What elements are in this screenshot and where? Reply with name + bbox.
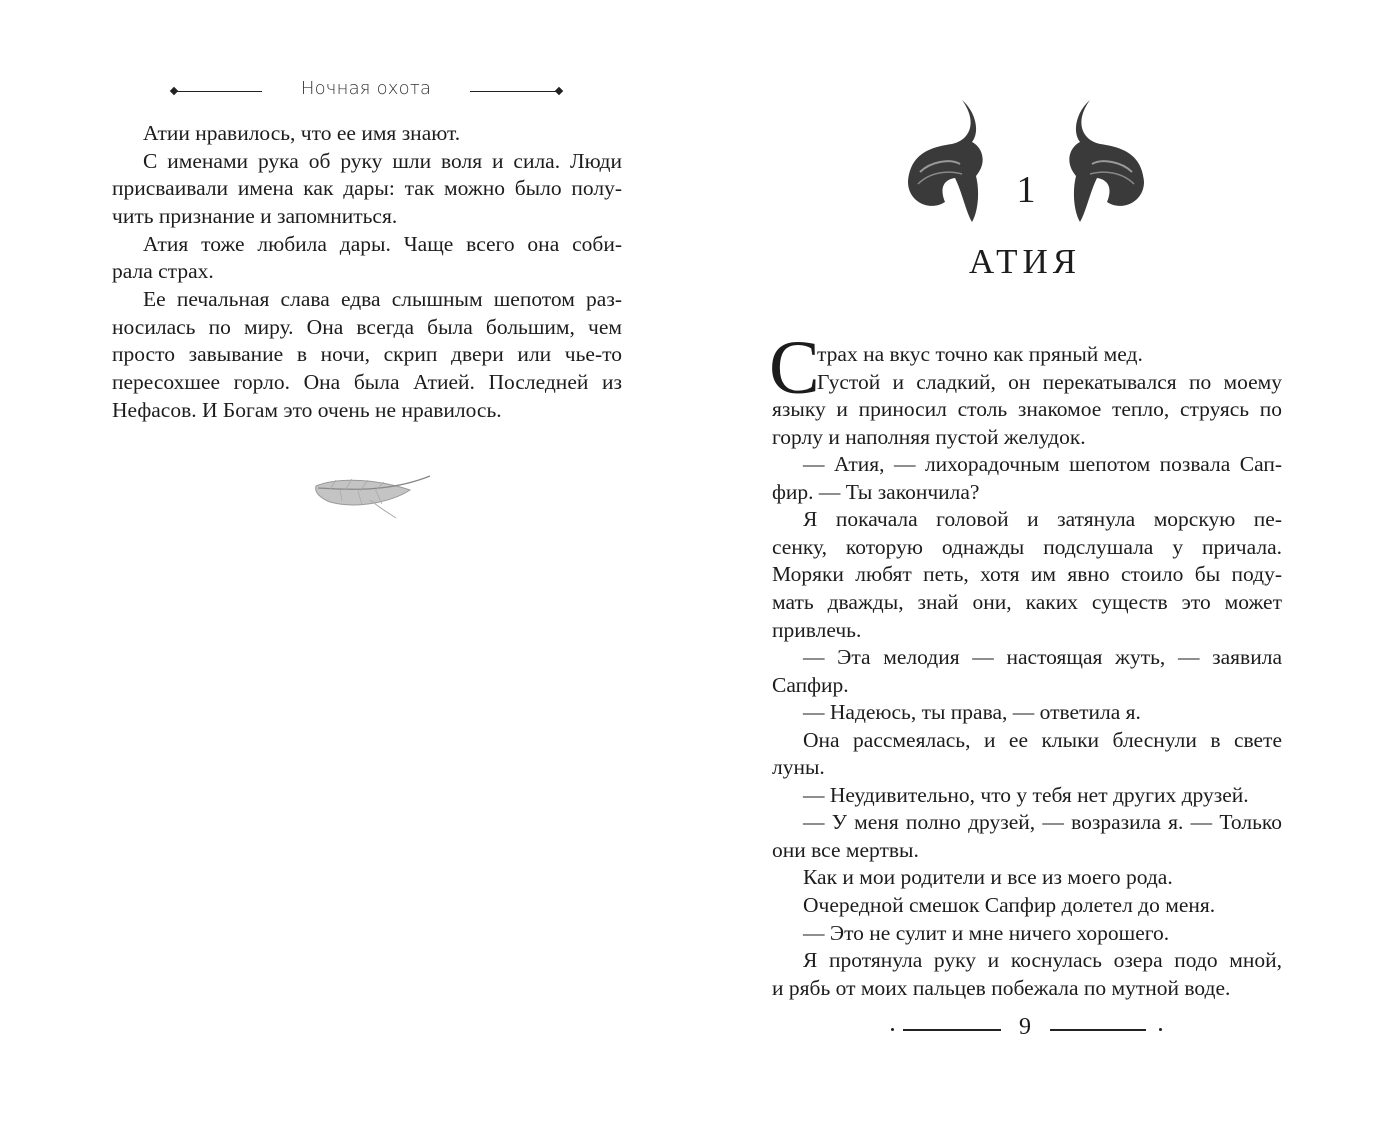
page-number: 9 — [1019, 1014, 1031, 1040]
text-line: Она рассмеялась, и ее клыки блеснули в свете — [803, 727, 1282, 752]
text-line: Ее печальная слава едва слышным шепотом раз- — [143, 286, 622, 311]
text-line: Атия тоже любила дары. Чаще всего она соби- — [143, 231, 622, 256]
text-line: привлечь. — [772, 617, 862, 642]
header-rule-right — [470, 91, 558, 92]
text-line: — Это не сулит и мне ничего хорошего. — [803, 920, 1170, 945]
running-header-title: Ночная охота — [300, 78, 432, 99]
footer-rule-left — [903, 1029, 1001, 1031]
text-line: Атии нравилось, что ее имя знают. — [143, 121, 461, 145]
horned-creature-icon — [900, 92, 1000, 232]
text-line: трах на вкус точно как пряный мед. — [817, 342, 1143, 366]
text-line: рала страх. — [112, 259, 214, 284]
text-line: фир. — Ты закончила? — [772, 479, 980, 504]
text-line: присваивали имена как дары: так можно было полу- — [112, 176, 622, 201]
text-line: сенку, которую однажды подслушала у причала. — [772, 534, 1282, 559]
text-line: Я протянула руку и коснулась озера подо мной, — [803, 948, 1282, 973]
header-ornament-right — [555, 87, 563, 95]
text-line: Густой и сладкий, он перекатывался по моему — [817, 369, 1282, 394]
text-line: Очередной смешок Сапфир долетел до меня. — [803, 893, 1216, 917]
chapter-title: АТИЯ — [968, 242, 1082, 281]
header-rule-left — [176, 91, 262, 92]
text-line: мать дважды, знай они, каких существ это может — [772, 589, 1282, 614]
text-line: просто завывание в ночи, скрип двери или чье-то — [112, 342, 622, 367]
chapter-number: 1 — [1016, 169, 1036, 211]
horned-creature-icon — [1052, 92, 1152, 232]
text-line: Моряки любят петь, хотя им явно стоило бы поду- — [772, 562, 1282, 587]
text-line: С именами рука об руку шли воля и сила. Люди — [143, 148, 622, 173]
footer-rule-right — [1050, 1029, 1146, 1031]
text-line: луны. — [772, 755, 825, 780]
text-line: они все мертвы. — [772, 837, 919, 862]
text-line: носилась по миру. Она всегда была большим, чем — [112, 314, 622, 339]
text-line: Сапфир. — [772, 672, 849, 697]
text-line: и рябь от моих пальцев побежала по мутной воде. — [772, 975, 1231, 1000]
text-line: языку и приносил столь знакомое тепло, струясь по — [772, 397, 1282, 422]
text-line: Я покачала головой и затянула морскую пе- — [803, 507, 1282, 532]
text-line: чить признание и запомниться. — [112, 203, 398, 228]
text-line: горлу и наполняя пустой желудок. — [772, 424, 1086, 449]
text-line: — У меня полно друзей, — возразила я. — Только — [803, 810, 1282, 835]
text-line: — Атия, — лихорадочным шепотом позвала Сап- — [803, 452, 1282, 477]
text-line: пересохшее горло. Она была Атией. Последней из — [112, 369, 622, 394]
text-line: — Неудивительно, что у тебя нет других друзей. — [803, 782, 1249, 807]
text-line: — Эта мелодия — настоящая жуть, — заявила — [803, 645, 1282, 670]
text-line: Нефасов. И Богам это очень не нравилось. — [112, 397, 502, 422]
footer-ornament — [891, 1028, 894, 1031]
feather-icon — [310, 470, 435, 522]
drop-cap: С — [769, 326, 820, 410]
text-line: Как и мои родители и все из моего рода. — [803, 865, 1173, 890]
text-line: — Надеюсь, ты права, — ответила я. — [803, 700, 1141, 725]
footer-ornament — [1159, 1028, 1162, 1031]
